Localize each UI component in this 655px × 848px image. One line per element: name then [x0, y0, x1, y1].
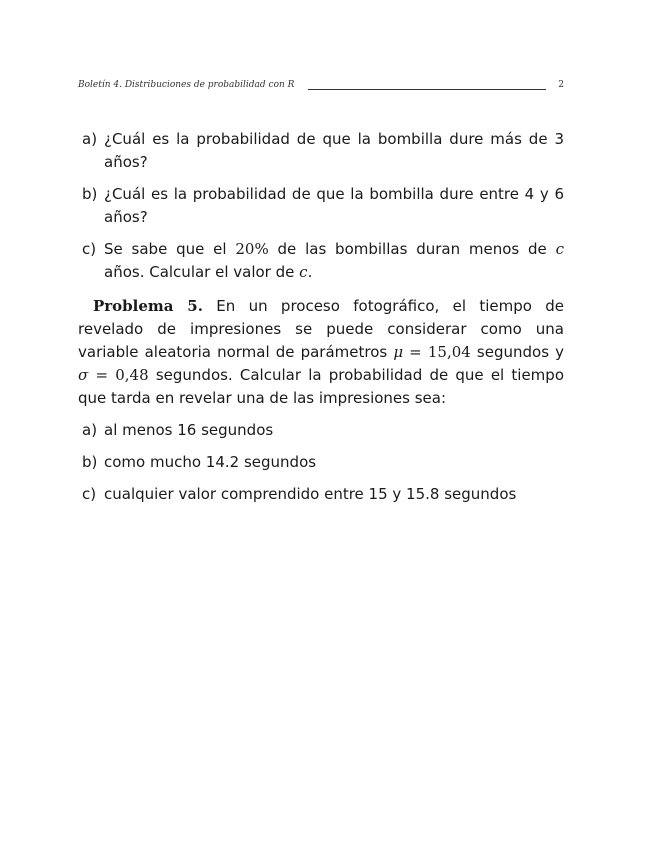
problem-5-paragraph — [78, 295, 564, 410]
problem-title: Problema 5. — [93, 297, 203, 315]
question-list-photo — [78, 419, 564, 506]
math-variable-c: c — [299, 263, 308, 281]
math-mu: μ — [393, 343, 404, 361]
problem-text: En un proceso fotográfico, el tiempo de revelado de impresiones se puede considerar como una variable aleatoria normal de parámetros — [78, 297, 564, 361]
item-text: ¿Cuál es la probabilidad de que la bombilla dure entre 4 y 6 años? — [104, 185, 564, 226]
math-percentage: 20% — [235, 240, 269, 258]
list-item — [78, 238, 564, 284]
item-marker: b) — [82, 185, 98, 203]
list-item — [78, 183, 564, 229]
math-sigma: σ — [78, 366, 89, 384]
problem-text: segundos y — [476, 343, 564, 361]
list-item — [78, 451, 564, 474]
item-text: cualquier valor comprendido entre 15 y 15.8 segundos — [104, 485, 517, 503]
item-text-part: Se sabe que el — [104, 240, 227, 258]
problem-text: segundos. Calcular la probabilidad de que el tiempo que tarda en revelar una de las impresiones sea: — [78, 366, 564, 407]
header-rule — [308, 89, 546, 90]
item-text: al menos 16 segundos — [104, 421, 274, 439]
item-text: como mucho 14.2 segundos — [104, 453, 317, 471]
list-item — [78, 419, 564, 442]
page-body — [78, 128, 564, 506]
question-list-bulbs — [78, 128, 564, 284]
math-variable-c: c — [555, 240, 564, 258]
math-sigma-value: 0,48 — [115, 366, 149, 384]
math-mu-value: 15,04 — [427, 343, 471, 361]
list-item — [78, 483, 564, 506]
page-number: 2 — [558, 80, 564, 90]
math-equals: = — [409, 343, 422, 361]
list-item — [78, 128, 564, 174]
item-text-part: de las bombillas duran menos de — [277, 240, 547, 258]
item-text: ¿Cuál es la probabilidad de que la bombilla dure más de 3 años? — [104, 130, 564, 171]
running-title: Boletín 4. Distribuciones de probabilidad con R — [78, 80, 295, 90]
item-marker: c) — [82, 240, 97, 258]
math-equals: = — [95, 366, 109, 384]
item-text-part: . — [307, 263, 313, 281]
item-marker: a) — [82, 130, 98, 148]
item-marker: a) — [82, 421, 98, 439]
item-text-part: años. Calcular el valor de — [104, 263, 295, 281]
page-header — [78, 80, 564, 94]
item-marker: b) — [82, 453, 98, 471]
item-marker: c) — [82, 485, 97, 503]
